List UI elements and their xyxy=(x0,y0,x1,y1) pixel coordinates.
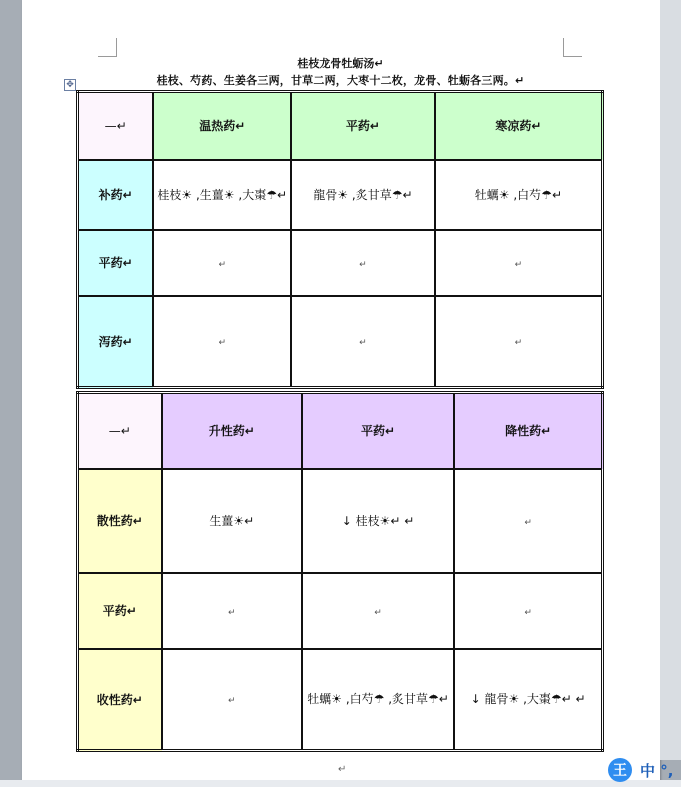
table2-row-disperse[interactable]: 散性药↵ xyxy=(78,469,162,573)
ime-logo-icon[interactable]: 王 xyxy=(608,758,632,782)
table2-row-astringe[interactable]: 收性药↵ xyxy=(78,649,162,751)
table-ascend-descend[interactable] xyxy=(76,391,604,752)
paragraph-mark: ↵ xyxy=(359,259,367,270)
table1-header-cold[interactable]: 寒凉药↵ xyxy=(435,92,603,160)
paragraph-mark: ↵ xyxy=(514,259,523,270)
paragraph-mark: ↵ xyxy=(524,517,532,528)
end-paragraph-mark: ↵ xyxy=(338,764,347,775)
table1-row-neutral[interactable]: 平药↵ xyxy=(78,230,154,296)
paragraph-mark: ↵ xyxy=(514,338,523,349)
table2-header-descend[interactable]: 降性药↵ xyxy=(454,393,602,469)
table2-corner-cell[interactable] xyxy=(78,393,162,469)
table-cell[interactable] xyxy=(302,573,454,649)
table1-header-neutral[interactable]: 平药↵ xyxy=(291,92,435,160)
paragraph-mark: ↵ xyxy=(228,696,236,707)
table-cell[interactable] xyxy=(153,296,291,388)
vertical-scrollbar[interactable] xyxy=(660,0,681,760)
table-cell[interactable] xyxy=(291,160,435,230)
table-cell[interactable] xyxy=(302,649,454,751)
paragraph-mark: ↵ xyxy=(374,607,382,618)
table1-corner-cell[interactable] xyxy=(78,92,154,160)
cell-text: ↓ 桂枝☀↵ ↵ xyxy=(341,513,415,528)
cell-text: 牡蠣☀ ,白芍☂ ,炙甘草☂↵ xyxy=(307,692,449,707)
table-move-handle-icon[interactable]: ✥ xyxy=(64,79,76,91)
corner-text: —↵ xyxy=(104,118,127,133)
document-title[interactable]: 桂枝龙骨牡蛎汤↵ xyxy=(297,57,384,70)
table-tonify-drain[interactable] xyxy=(76,90,604,389)
corner-text: —↵ xyxy=(108,423,131,438)
status-bar xyxy=(0,780,681,787)
table-cell[interactable] xyxy=(454,649,602,751)
table1-row-drain[interactable]: 泻药↵ xyxy=(78,296,154,388)
table-cell[interactable] xyxy=(302,469,454,573)
table-cell[interactable] xyxy=(435,230,603,296)
table-cell[interactable] xyxy=(162,649,302,751)
table-cell[interactable] xyxy=(162,573,302,649)
table-cell[interactable] xyxy=(153,230,291,296)
table2-row-neutral[interactable]: 平药↵ xyxy=(78,573,162,649)
table-cell[interactable] xyxy=(454,469,602,573)
cell-text: 桂枝☀ ,生薑☀ ,大棗☂↵ xyxy=(157,187,288,202)
cell-text: 生薑☀↵ xyxy=(209,513,255,528)
table-cell[interactable] xyxy=(435,296,603,388)
ime-toolbar[interactable] xyxy=(608,757,673,783)
paragraph-mark: ↵ xyxy=(524,607,532,618)
document-subtitle[interactable]: 桂枝、芍药、生姜各三两，甘草二两，大枣十二枚，龙骨、牡蛎各三两。↵ xyxy=(156,74,525,87)
table-cell[interactable] xyxy=(291,230,435,296)
cell-text: 牡蠣☀ ,白芍☂↵ xyxy=(474,187,562,202)
table-cell[interactable] xyxy=(291,296,435,388)
paragraph-mark: ↵ xyxy=(228,607,236,618)
table1-header-warm[interactable]: 温热药↵ xyxy=(153,92,291,160)
table-cell[interactable] xyxy=(435,160,603,230)
paragraph-mark: ↵ xyxy=(218,338,226,349)
ime-mode-indicator[interactable]: 中 °, xyxy=(640,761,674,780)
table-cell[interactable] xyxy=(153,160,291,230)
cell-text: 龍骨☀ ,炙甘草☂↵ xyxy=(313,187,413,202)
paragraph-mark: ↵ xyxy=(218,259,226,270)
table2-header-neutral[interactable]: 平药↵ xyxy=(302,393,454,469)
table1-row-tonify[interactable]: 补药↵ xyxy=(78,160,154,230)
table-cell[interactable] xyxy=(162,469,302,573)
paragraph-mark: ↵ xyxy=(359,338,367,349)
cell-text: ↓ 龍骨☀ ,大棗☂↵ ↵ xyxy=(470,692,586,707)
table2-header-ascend[interactable]: 升性药↵ xyxy=(162,393,302,469)
table-cell[interactable] xyxy=(454,573,602,649)
